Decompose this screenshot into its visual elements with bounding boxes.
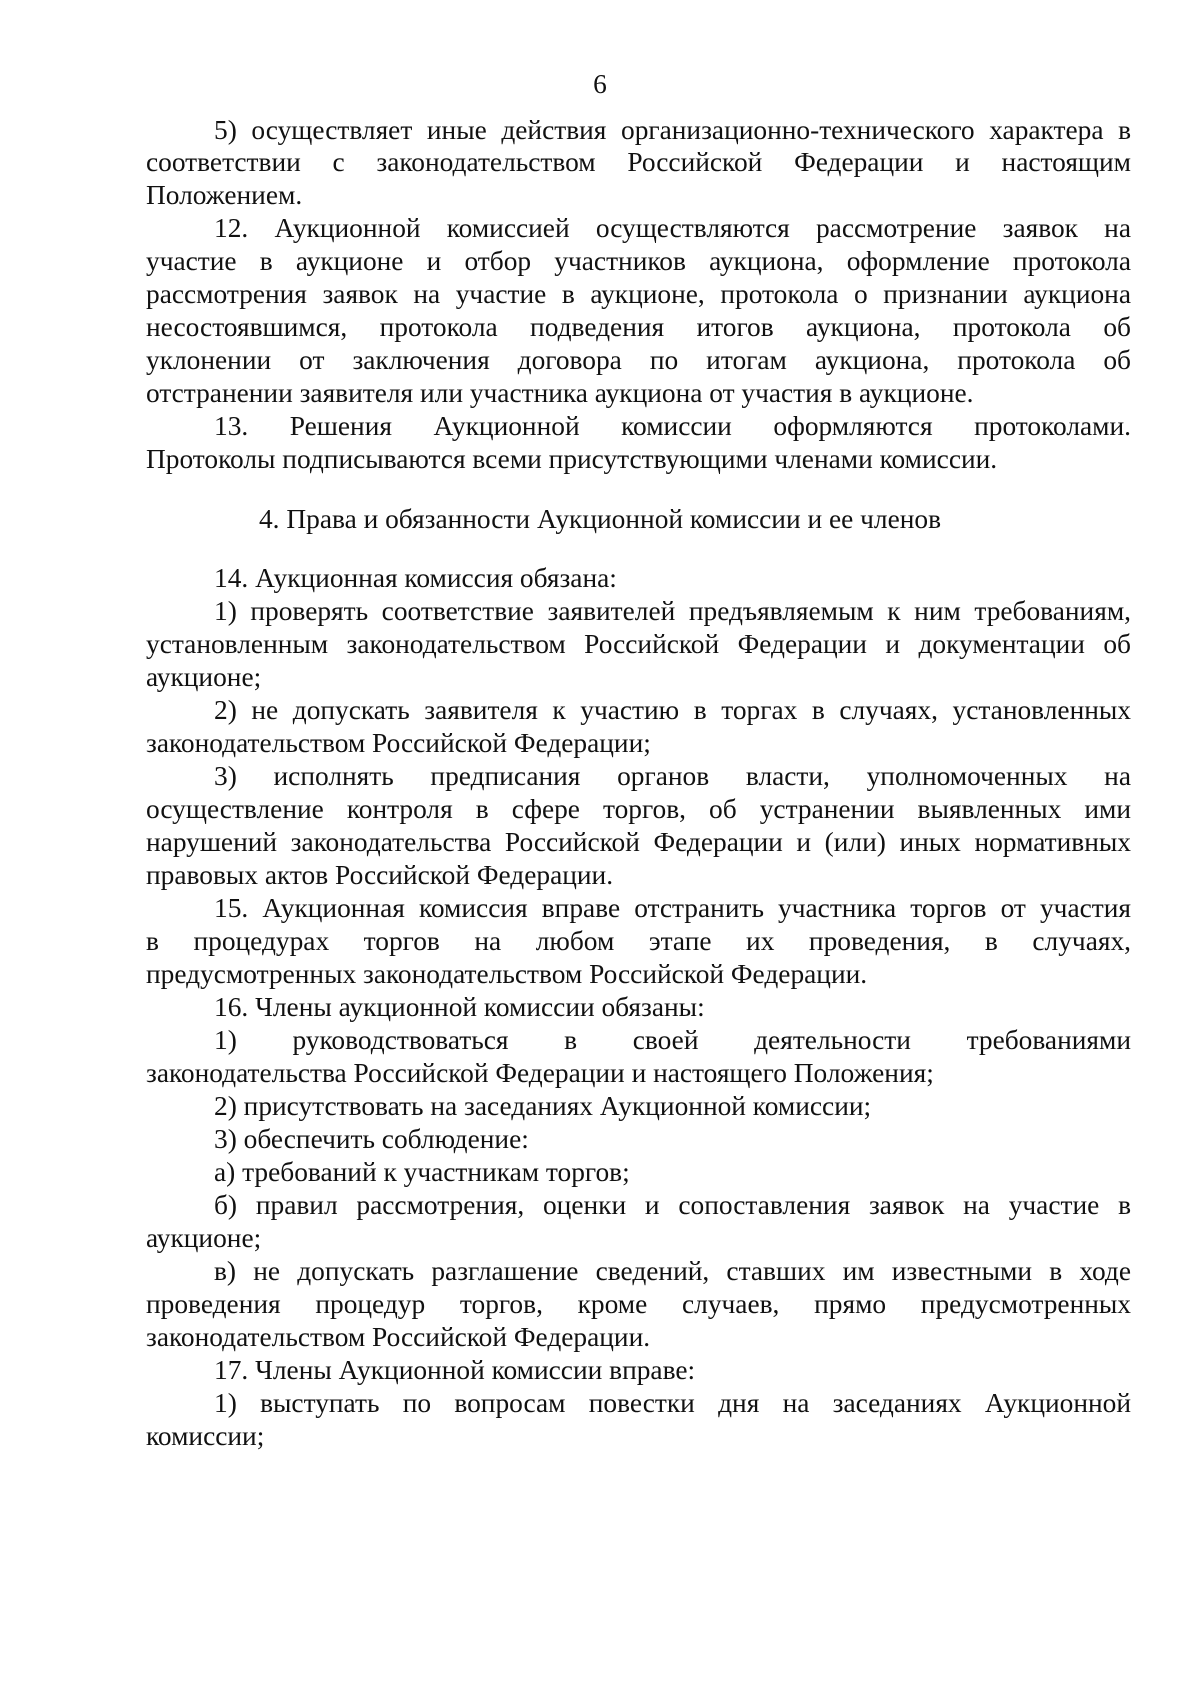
text-line: 3) исполнять предписания органов власти, уполномоченных на	[214, 761, 1131, 791]
text-line: 12. Аукционной комиссией осуществляются рассмотрение заявок на	[214, 213, 1131, 243]
text-line: аукционе;	[146, 1223, 262, 1253]
text-line: предусмотренных законодательством Российской Федерации.	[146, 959, 868, 989]
text-line: б) правил рассмотрения, оценки и сопоставления заявок на участие в	[214, 1190, 1131, 1220]
text-line: 5) осуществляет иные действия организационно-технического характера в	[214, 115, 1131, 145]
section-heading: 4. Права и обязанности Аукционной комиссии и ее членов	[258, 504, 942, 534]
text-line: 15. Аукционная комиссия вправе отстранить участника торгов от участия	[214, 893, 1131, 923]
text-line: рассмотрения заявок на участие в аукционе, протокола о признании аукциона	[146, 279, 1131, 309]
text-line: 2) не допускать заявителя к участию в торгах в случаях, установленных	[214, 695, 1131, 725]
text-line: 16. Члены аукционной комиссии обязаны:	[214, 992, 705, 1022]
text-line: 13. Решения Аукционной комиссии оформляются протоколами.	[214, 411, 1131, 441]
text-line: 1) выступать по вопросам повестки дня на заседаниях Аукционной	[214, 1388, 1131, 1418]
text-line: участие в аукционе и отбор участников аукциона, оформление протокола	[146, 246, 1131, 276]
page-number: 6	[593, 69, 607, 99]
text-line: отстранении заявителя или участника аукциона от участия в аукционе.	[146, 378, 974, 408]
text-line: в процедурах торгов на любом этапе их проведения, в случаях,	[146, 926, 1131, 956]
text-line: правовых актов Российской Федерации.	[146, 860, 614, 890]
text-line: 17. Члены Аукционной комиссии вправе:	[214, 1355, 696, 1385]
text-line: 1) руководствоваться в своей деятельности требованиями	[214, 1025, 1131, 1055]
text-line: законодательства Российской Федерации и настоящего Положения;	[146, 1058, 934, 1088]
text-line: 2) присутствовать на заседаниях Аукционной комиссии;	[214, 1091, 872, 1121]
text-line: законодательством Российской Федерации;	[146, 728, 651, 758]
text-line: комиссии;	[146, 1421, 265, 1451]
text-line: уклонении от заключения договора по итогам аукциона, протокола об	[146, 345, 1131, 375]
text-line: установленным законодательством Российской Федерации и документации об	[146, 629, 1131, 659]
text-line: а) требований к участникам торгов;	[214, 1157, 630, 1187]
text-line: осуществление контроля в сфере торгов, об устранении выявленных ими	[146, 794, 1131, 824]
text-line: проведения процедур торгов, кроме случаев, прямо предусмотренных	[146, 1289, 1131, 1319]
text-line: 14. Аукционная комиссия обязана:	[214, 563, 617, 593]
text-line: 1) проверять соответствие заявителей предъявляемым к ним требованиям,	[214, 596, 1131, 626]
text-line: 3) обеспечить соблюдение:	[214, 1124, 529, 1154]
text-line: Протоколы подписываются всеми присутствующими членами комиссии.	[146, 444, 998, 474]
text-line: нарушений законодательства Российской Федерации и (или) иных нормативных	[146, 827, 1131, 857]
text-line: Положением.	[146, 180, 303, 210]
text-line: в) не допускать разглашение сведений, ставших им известными в ходе	[214, 1256, 1131, 1286]
text-line: несостоявшимся, протокола подведения итогов аукциона, протокола об	[146, 312, 1131, 342]
text-line: законодательством Российской Федерации.	[146, 1322, 651, 1352]
text-line: соответствии с законодательством Российской Федерации и настоящим	[146, 147, 1131, 177]
text-line: аукционе;	[146, 662, 262, 692]
